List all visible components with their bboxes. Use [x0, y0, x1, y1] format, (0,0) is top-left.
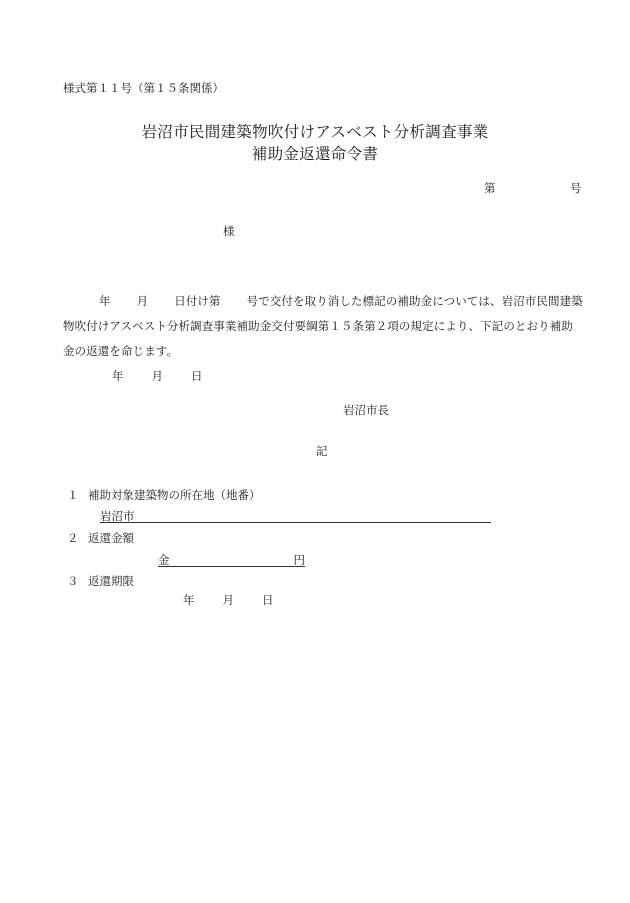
body-paragraph — [63, 289, 583, 364]
item-number: ２ — [67, 531, 79, 545]
issue-date — [112, 368, 203, 384]
item-number: １ — [67, 488, 79, 502]
body-month: 月 — [136, 294, 149, 308]
body-text: 号で交付を取り消した標記の補助金については、岩沼市民間建築物吹付けアスベスト分析調査事業補助金交付要綱第１５条第２項の規定により、下記のとおり補助金の返還を命じます。 — [63, 294, 583, 358]
document-number-prefix: 第 — [484, 181, 496, 195]
amount-prefix: 金 — [158, 553, 170, 567]
document-number-suffix: 号 — [570, 181, 582, 195]
document-title-line-1: 岩沼市民間建築物吹付けアスベスト分析調査事業 — [141, 123, 489, 141]
item-label-amount: 返還金額 — [88, 531, 134, 545]
item-label-deadline: 返還期限 — [88, 574, 134, 588]
body-year: 年 — [99, 294, 111, 308]
document-title-line-2: 補助金返還命令書 — [251, 145, 379, 163]
deadline-day: 日 — [262, 593, 274, 607]
deadline-year: 年 — [183, 593, 195, 607]
item-number: ３ — [67, 574, 79, 588]
amount-suffix: 円 — [293, 553, 305, 567]
addressee-honorific: 様 — [223, 224, 235, 238]
ki-heading: 記 — [316, 444, 328, 458]
body-dated-no: 日付け第 — [174, 294, 221, 308]
issuer-name: 岩沼市長 — [343, 403, 389, 417]
address-prefix: 岩沼市 — [100, 509, 135, 523]
deadline-date — [183, 592, 274, 608]
issue-date-day: 日 — [191, 369, 203, 383]
amount-field — [158, 552, 305, 567]
issue-date-year: 年 — [112, 369, 124, 383]
deadline-month: 月 — [222, 593, 234, 607]
form-number: 様式第１１号（第１５条関係） — [63, 81, 224, 95]
issue-date-month: 月 — [151, 369, 163, 383]
address-field — [100, 508, 491, 523]
item-label-location: 補助対象建築物の所在地（地番） — [88, 488, 261, 502]
